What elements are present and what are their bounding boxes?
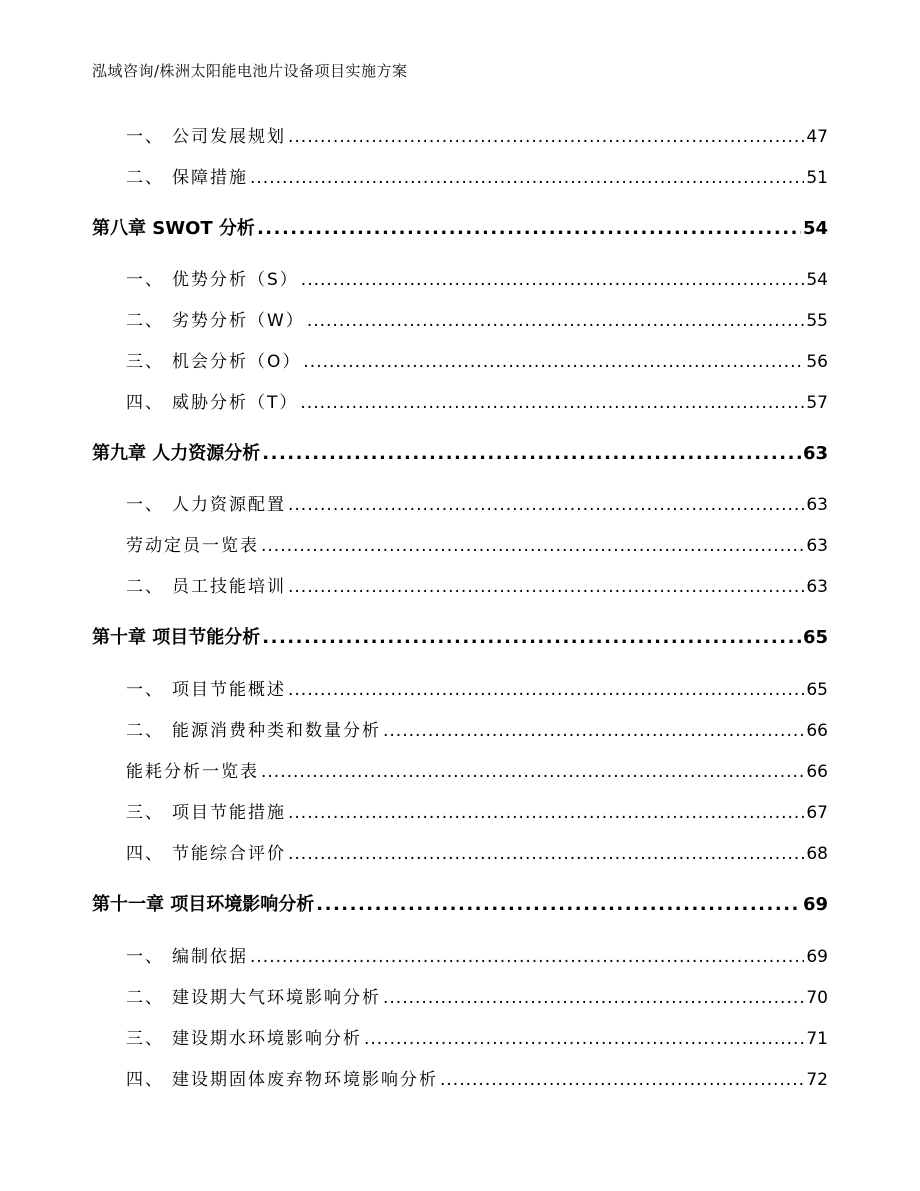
- toc-entry-number: 一、: [126, 680, 164, 700]
- toc-entry-title: [92, 942, 248, 967]
- toc-page-number: 70: [806, 988, 828, 1008]
- toc-entry-title: [92, 163, 248, 188]
- toc-entry-text: 能源消费种类和数量分析: [172, 721, 381, 741]
- toc-chapter-entry[interactable]: [92, 214, 828, 242]
- toc-page-number: 69: [806, 947, 828, 967]
- toc-entry-text: 编制依据: [172, 947, 248, 967]
- toc-section-entry[interactable]: [92, 1065, 828, 1093]
- toc-entry-text: 节能综合评价: [172, 844, 286, 864]
- toc-entry-text: 第八章 SWOT 分析: [92, 218, 255, 239]
- toc-entry-title: [92, 531, 259, 556]
- toc-entry-title: [92, 265, 299, 290]
- dot-leader: [300, 393, 804, 413]
- toc-entry-number: 一、: [126, 127, 164, 147]
- toc-entry-title: [92, 757, 259, 782]
- header-rule: [92, 86, 828, 87]
- toc-entry-number: 三、: [126, 352, 164, 372]
- toc-entry-title: [92, 716, 381, 741]
- dot-leader: [262, 443, 801, 464]
- dot-leader: [440, 1070, 804, 1090]
- toc-entry-number: 二、: [126, 311, 164, 331]
- dot-leader: [316, 894, 801, 915]
- toc-page-number: 63: [806, 495, 828, 515]
- toc-entry-title: [92, 1065, 438, 1090]
- toc-entry-number: 一、: [126, 495, 164, 515]
- toc-chapter-entry[interactable]: [92, 439, 828, 467]
- toc-page-number: 55: [806, 311, 828, 331]
- toc-section-entry[interactable]: [92, 798, 828, 826]
- toc-entry-text: 员工技能培训: [172, 577, 286, 597]
- toc-section-entry[interactable]: [92, 839, 828, 867]
- toc-entry-number: 一、: [126, 947, 164, 967]
- dot-leader: [301, 270, 805, 290]
- toc-entry-number: 四、: [126, 393, 164, 413]
- toc-entry-title: [92, 490, 286, 515]
- toc-page-number: 67: [806, 803, 828, 823]
- toc-page-number: 66: [806, 762, 828, 782]
- toc-entry-title: [92, 890, 314, 916]
- toc-entry-title: [92, 983, 381, 1008]
- toc-section-entry[interactable]: [92, 265, 828, 293]
- toc-entry-title: [92, 214, 255, 240]
- toc-section-entry[interactable]: [92, 531, 828, 559]
- toc-entry-number: 二、: [126, 721, 164, 741]
- toc-page-number: 57: [806, 393, 828, 413]
- toc-entry-text: 第十一章 项目环境影响分析: [92, 894, 315, 915]
- toc-entry-text: 第十章 项目节能分析: [92, 627, 261, 648]
- dot-leader: [288, 803, 804, 823]
- toc-entry-text: 建设期水环境影响分析: [172, 1029, 362, 1049]
- toc-chapter-entry[interactable]: [92, 890, 828, 918]
- toc-entry-number: 二、: [126, 988, 164, 1008]
- toc-entry-title: [92, 1024, 362, 1049]
- toc-page-number: 47: [806, 127, 828, 147]
- toc-entry-text: 公司发展规划: [172, 127, 286, 147]
- toc-page-number: 65: [806, 680, 828, 700]
- toc-page-number: 56: [806, 352, 828, 372]
- toc-section-entry[interactable]: [92, 716, 828, 744]
- dot-leader: [288, 844, 804, 864]
- toc-section-entry[interactable]: [92, 572, 828, 600]
- toc-section-entry[interactable]: [92, 983, 828, 1011]
- dot-leader: [288, 127, 804, 147]
- toc-page-number: 66: [806, 721, 828, 741]
- dot-leader: [288, 577, 804, 597]
- running-header: 泓域咨询/株洲太阳能电池片设备项目实施方案: [92, 62, 408, 80]
- toc-entry-text: 保障措施: [172, 168, 248, 188]
- toc-entry-title: [92, 675, 286, 700]
- toc-section-entry[interactable]: [92, 1024, 828, 1052]
- toc-page-number: 72: [806, 1070, 828, 1090]
- toc-entry-title: [92, 798, 286, 823]
- toc-entry-number: 三、: [126, 1029, 164, 1049]
- toc-page-number: 63: [806, 536, 828, 556]
- dot-leader: [250, 168, 804, 188]
- toc-page-number: 69: [802, 894, 828, 915]
- toc-page-number: 54: [806, 270, 828, 290]
- toc-entry-number: 四、: [126, 1070, 164, 1090]
- toc-section-entry[interactable]: [92, 163, 828, 191]
- toc-entry-number: 二、: [126, 577, 164, 597]
- toc-section-entry[interactable]: [92, 942, 828, 970]
- toc-entry-text: 建设期大气环境影响分析: [172, 988, 381, 1008]
- toc-entry-title: [92, 122, 286, 147]
- dot-leader: [262, 627, 801, 648]
- toc-entry-text: 人力资源配置: [172, 495, 286, 515]
- toc-entry-title: [92, 388, 298, 413]
- dot-leader: [383, 988, 804, 1008]
- toc-page-number: 65: [802, 627, 828, 648]
- toc-entry-title: [92, 439, 260, 465]
- toc-chapter-entry[interactable]: [92, 623, 828, 651]
- dot-leader: [303, 352, 804, 372]
- toc-entry-text: 劣势分析（W）: [172, 311, 305, 331]
- dot-leader: [257, 218, 801, 239]
- toc-entry-text: 机会分析（O）: [172, 352, 302, 372]
- toc-entry-title: [92, 839, 286, 864]
- dot-leader: [288, 495, 804, 515]
- toc-entry-number: 二、: [126, 168, 164, 188]
- toc-entry-text: 能耗分析一览表: [126, 762, 259, 782]
- toc-entry-text: 威胁分析（T）: [172, 393, 299, 413]
- toc-page-number: 51: [806, 168, 828, 188]
- toc-entry-title: [92, 306, 305, 331]
- toc-page-number: 54: [802, 218, 828, 239]
- dot-leader: [261, 762, 804, 782]
- toc-entry-number: 四、: [126, 844, 164, 864]
- toc-entry-text: 第九章 人力资源分析: [92, 443, 261, 464]
- toc-section-entry[interactable]: [92, 490, 828, 518]
- toc-page-number: 63: [806, 577, 828, 597]
- toc-section-entry[interactable]: [92, 388, 828, 416]
- toc-section-entry[interactable]: [92, 306, 828, 334]
- toc-entry-text: 项目节能概述: [172, 680, 286, 700]
- toc-entry-text: 项目节能措施: [172, 803, 286, 823]
- toc-entry-title: [92, 572, 286, 597]
- toc-page-number: 68: [806, 844, 828, 864]
- toc-page-number: 63: [802, 443, 828, 464]
- dot-leader: [307, 311, 805, 331]
- dot-leader: [261, 536, 804, 556]
- toc-section-entry[interactable]: [92, 122, 828, 150]
- toc-page-number: 71: [806, 1029, 828, 1049]
- toc-section-entry[interactable]: [92, 347, 828, 375]
- toc-entry-number: 三、: [126, 803, 164, 823]
- dot-leader: [364, 1029, 804, 1049]
- toc-entry-title: [92, 347, 301, 372]
- dot-leader: [288, 680, 804, 700]
- toc-entry-text: 劳动定员一览表: [126, 536, 259, 556]
- toc-section-entry[interactable]: [92, 675, 828, 703]
- dot-leader: [250, 947, 804, 967]
- dot-leader: [383, 721, 804, 741]
- toc-entry-title: [92, 623, 260, 649]
- toc-section-entry[interactable]: [92, 757, 828, 785]
- toc-entry-text: 建设期固体废弃物环境影响分析: [172, 1070, 438, 1090]
- toc-entry-number: 一、: [126, 270, 164, 290]
- toc-entry-text: 优势分析（S）: [172, 270, 299, 290]
